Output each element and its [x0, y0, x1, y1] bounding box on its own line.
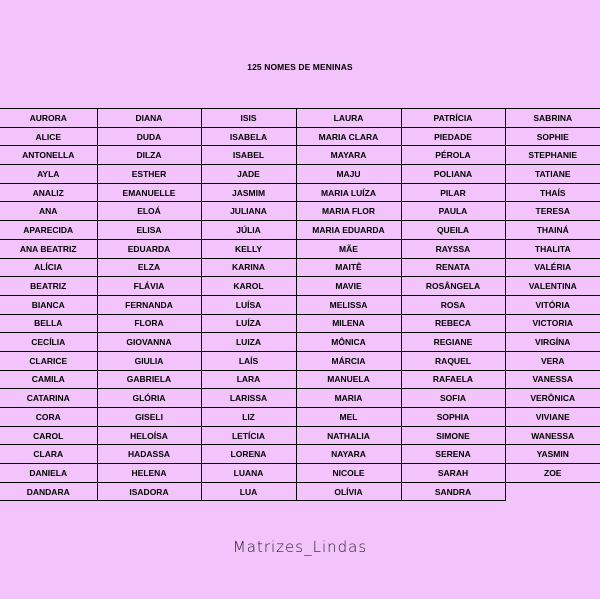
name-cell: LARISSA — [201, 389, 296, 408]
name-cell: VANESSA — [505, 370, 600, 389]
table-row — [0, 482, 600, 501]
name-cell: JÚLIA — [201, 221, 296, 240]
name-cell — [505, 482, 600, 501]
table-row — [0, 239, 600, 258]
table-row — [0, 221, 600, 240]
name-cell: QUEILA — [401, 221, 505, 240]
name-cell: LAÍS — [201, 351, 296, 370]
name-cell: JADE — [201, 165, 296, 184]
name-cell: YASMIN — [505, 445, 600, 464]
name-cell: KARINA — [201, 258, 296, 277]
name-cell: RAYSSA — [401, 239, 505, 258]
watermark-logo: Matrizes_Lindas — [232, 538, 368, 556]
name-cell: MAVIE — [296, 277, 401, 296]
name-cell: STEPHANIE — [505, 146, 600, 165]
name-cell: PAULA — [401, 202, 505, 221]
name-cell: VERÔNICA — [505, 389, 600, 408]
name-cell: LIZ — [201, 408, 296, 427]
name-cell: APARECIDA — [0, 221, 97, 240]
name-cell: NICOLE — [296, 464, 401, 483]
name-cell: MELISSA — [296, 295, 401, 314]
name-cell: ANALIZ — [0, 183, 97, 202]
name-cell: SOPHIE — [505, 127, 600, 146]
name-cell: PÉROLA — [401, 146, 505, 165]
name-cell: SOFIA — [401, 389, 505, 408]
name-cell: MAITÊ — [296, 258, 401, 277]
name-cell: LORENA — [201, 445, 296, 464]
name-cell: THAINÁ — [505, 221, 600, 240]
name-cell: VIRGÍNA — [505, 333, 600, 352]
name-cell: CAROL — [0, 426, 97, 445]
name-cell: LUIZA — [201, 333, 296, 352]
name-cell: DILZA — [97, 146, 201, 165]
name-cell: AYLA — [0, 165, 97, 184]
table-row — [0, 202, 600, 221]
name-cell: LETÍCIA — [201, 426, 296, 445]
name-cell: VERA — [505, 351, 600, 370]
name-cell: ELISA — [97, 221, 201, 240]
name-cell: PIEDADE — [401, 127, 505, 146]
name-cell: MILENA — [296, 314, 401, 333]
table-row — [0, 464, 600, 483]
name-cell: BELLA — [0, 314, 97, 333]
table-row — [0, 127, 600, 146]
name-cell: LAURA — [296, 109, 401, 128]
name-cell: MARIA — [296, 389, 401, 408]
name-cell: MÁRCIA — [296, 351, 401, 370]
name-cell: ELOÁ — [97, 202, 201, 221]
name-cell: THAÍS — [505, 183, 600, 202]
name-cell: ROSÂNGELA — [401, 277, 505, 296]
table-row — [0, 183, 600, 202]
page-title: 125 NOMES DE MENINAS — [247, 62, 353, 72]
name-cell: NATHALIA — [296, 426, 401, 445]
name-cell: AURORA — [0, 109, 97, 128]
name-cell: RAFAELA — [401, 370, 505, 389]
name-cell: FLORA — [97, 314, 201, 333]
name-cell: TATIANE — [505, 165, 600, 184]
name-cell: SIMONE — [401, 426, 505, 445]
name-cell: GIULIA — [97, 351, 201, 370]
table-row — [0, 109, 600, 128]
table-row — [0, 277, 600, 296]
name-cell: HADASSA — [97, 445, 201, 464]
name-cell: ISABELA — [201, 127, 296, 146]
name-cell: ROSA — [401, 295, 505, 314]
name-cell: LUÍSA — [201, 295, 296, 314]
name-cell: KAROL — [201, 277, 296, 296]
name-cell: BEATRIZ — [0, 277, 97, 296]
name-cell: ZOE — [505, 464, 600, 483]
name-cell: DUDA — [97, 127, 201, 146]
table-row — [0, 333, 600, 352]
name-cell: BIANCA — [0, 295, 97, 314]
name-cell: ELZA — [97, 258, 201, 277]
name-cell: CAMILA — [0, 370, 97, 389]
table-row — [0, 314, 600, 333]
table-row — [0, 445, 600, 464]
name-cell: VIVIANE — [505, 408, 600, 427]
name-cell: HELOÍSA — [97, 426, 201, 445]
name-cell: MANUELA — [296, 370, 401, 389]
name-cell: LUA — [201, 482, 296, 501]
name-cell: HELENA — [97, 464, 201, 483]
name-cell: EMANUELLE — [97, 183, 201, 202]
name-cell: MEL — [296, 408, 401, 427]
name-cell: FERNANDA — [97, 295, 201, 314]
name-cell: ISADORA — [97, 482, 201, 501]
name-cell: ANA BEATRIZ — [0, 239, 97, 258]
name-cell: DIANA — [97, 109, 201, 128]
table-row — [0, 389, 600, 408]
name-cell: REGIANE — [401, 333, 505, 352]
name-cell: TERESA — [505, 202, 600, 221]
name-cell: FLÁVIA — [97, 277, 201, 296]
name-cell: GLÓRIA — [97, 389, 201, 408]
name-cell: MARIA CLARA — [296, 127, 401, 146]
name-cell: LUANA — [201, 464, 296, 483]
name-cell: SANDRA — [401, 482, 505, 501]
name-cell: RAQUEL — [401, 351, 505, 370]
name-cell: LARA — [201, 370, 296, 389]
name-cell: LUÍZA — [201, 314, 296, 333]
names-table-body — [0, 109, 600, 501]
name-cell: POLIANA — [401, 165, 505, 184]
name-cell: PATRÍCIA — [401, 109, 505, 128]
name-cell: ANA — [0, 202, 97, 221]
name-cell: SERENA — [401, 445, 505, 464]
name-cell: SABRINA — [505, 109, 600, 128]
name-cell: VICTORIA — [505, 314, 600, 333]
name-cell: PILAR — [401, 183, 505, 202]
name-cell: ALICE — [0, 127, 97, 146]
name-cell: MARIA EDUARDA — [296, 221, 401, 240]
name-cell: MÃE — [296, 239, 401, 258]
name-cell: ESTHER — [97, 165, 201, 184]
name-cell: CORA — [0, 408, 97, 427]
name-cell: MARIA LUÍZA — [296, 183, 401, 202]
table-row — [0, 370, 600, 389]
name-cell: CLARA — [0, 445, 97, 464]
name-cell: REBECA — [401, 314, 505, 333]
name-cell: SARAH — [401, 464, 505, 483]
name-cell: MÔNICA — [296, 333, 401, 352]
name-cell: KELLY — [201, 239, 296, 258]
name-cell: DANIELA — [0, 464, 97, 483]
name-cell: DANDARA — [0, 482, 97, 501]
name-cell: ISIS — [201, 109, 296, 128]
name-cell: GIOVANNA — [97, 333, 201, 352]
names-table — [0, 108, 600, 501]
name-cell: CECÍLIA — [0, 333, 97, 352]
name-cell: THALITA — [505, 239, 600, 258]
name-cell: MARIA FLOR — [296, 202, 401, 221]
name-cell: CLARICE — [0, 351, 97, 370]
table-row — [0, 408, 600, 427]
table-row — [0, 146, 600, 165]
name-cell: GISELI — [97, 408, 201, 427]
name-cell: NAYARA — [296, 445, 401, 464]
name-cell: SOPHIA — [401, 408, 505, 427]
table-row — [0, 165, 600, 184]
name-cell: OLÍVIA — [296, 482, 401, 501]
name-cell: VALENTINA — [505, 277, 600, 296]
name-cell: MAYARA — [296, 146, 401, 165]
table-row — [0, 258, 600, 277]
name-cell: JULIANA — [201, 202, 296, 221]
table-row — [0, 426, 600, 445]
name-cell: ISABEL — [201, 146, 296, 165]
name-cell: EDUARDA — [97, 239, 201, 258]
name-cell: ALÍCIA — [0, 258, 97, 277]
name-cell: RENATA — [401, 258, 505, 277]
table-row — [0, 295, 600, 314]
name-cell: CATARINA — [0, 389, 97, 408]
name-cell: ANTONELLA — [0, 146, 97, 165]
name-cell: WANESSA — [505, 426, 600, 445]
name-cell: MAJU — [296, 165, 401, 184]
name-cell: JASMIM — [201, 183, 296, 202]
name-cell: VITÓRIA — [505, 295, 600, 314]
name-cell: GABRIELA — [97, 370, 201, 389]
name-cell: VALÉRIA — [505, 258, 600, 277]
table-row — [0, 351, 600, 370]
